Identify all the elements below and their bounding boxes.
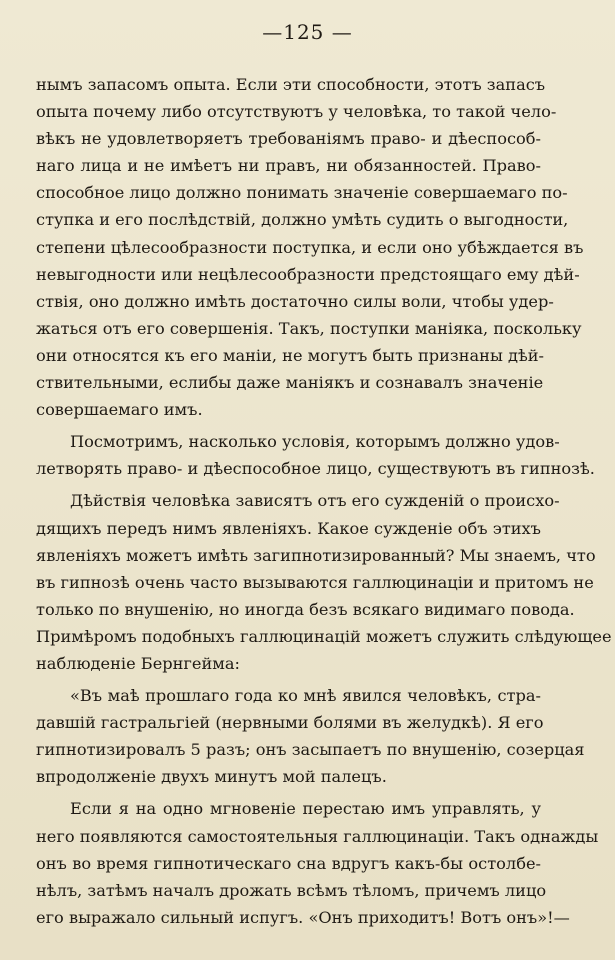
paragraph <box>36 682 585 790</box>
text-line: ступка и его послѣдствій, должно умѣть судить о выгодности, <box>36 210 569 230</box>
page-number: —125 — <box>262 20 353 44</box>
text-line: давшій гастральгіей (нервными болями въ желудкѣ). Я его <box>36 713 544 733</box>
text-line: только по внушенію, но иногда безъ всякаго видимаго повода. <box>36 599 575 619</box>
text-line: нѣлъ, затѣмъ началъ дрожать всѣмъ тѣломъ, причемъ лицо <box>36 880 547 900</box>
text-line: явленіяхъ можетъ имѣть загипнотизированный? Мы знаемъ, что <box>36 545 596 565</box>
text-line: летворять право- и дѣеспособное лицо, существуютъ въ гипнозѣ. <box>36 459 595 479</box>
paragraph <box>36 71 584 423</box>
body-text <box>36 71 612 931</box>
text-line: опыта почему либо отсутствуютъ у человѣка, то такой чело- <box>36 102 557 122</box>
text-line: ствительными, еслибы даже маніякъ и сознавалъ значеніе <box>36 373 544 393</box>
text-line: они относятся къ его маніи, не могутъ быть признаны дѣй- <box>36 345 544 365</box>
text-line: него появляются самостоятельныя галлюцинаціи. Такъ однажды <box>36 826 599 846</box>
text-line: «Въ маѣ прошлаго года ко мнѣ явился человѣкъ, стра- <box>70 686 541 706</box>
text-line: гипнотизировалъ 5 разъ; онъ засыпаетъ по внушенію, созерцая <box>36 740 585 760</box>
text-line: степени цѣлесообразности поступка, и если оно убѣждается въ <box>36 237 584 257</box>
text-line: Посмотримъ, насколько условія, которымъ должно удов- <box>70 432 560 452</box>
text-line: дящихъ передъ нимъ явленіяхъ. Какое сужденіе объ этихъ <box>36 518 541 538</box>
text-line: жаться отъ его совершенія. Такъ, поступки маніяка, поскольку <box>36 318 582 338</box>
text-line: способное лицо должно понимать значеніе совершаемаго по- <box>36 183 568 203</box>
paragraph <box>36 487 612 677</box>
text-line: въ гипнозѣ очень часто вызываются галлюцинаціи и притомъ не <box>36 572 594 592</box>
text-line: наго лица и не имѣетъ ни правъ, ни обязанностей. Право- <box>36 156 541 176</box>
text-line: наблюденіе Бернгейма: <box>36 653 240 673</box>
text-line: впродолженіе двухъ минутъ мой палецъ. <box>36 767 387 787</box>
paragraph <box>36 795 599 930</box>
text-line: невыгодности или нецѣлесообразности предстоящаго ему дѣй- <box>36 264 580 284</box>
text-line: совершаемаго имъ. <box>36 400 203 420</box>
text-line: онъ во время гипнотическаго сна вдругъ какъ-бы остолбе- <box>36 853 541 873</box>
text-line: нымъ запасомъ опыта. Если эти способности, этотъ запасъ <box>36 75 546 94</box>
text-line: Примѣромъ подобныхъ галлюцинацій можетъ служить слѣдующее <box>36 626 612 646</box>
text-line: Дѣйствія человѣка зависятъ отъ его сужденій о происхо- <box>70 491 560 511</box>
text-line: его выражало сильный испугъ. «Онъ приходитъ! Вотъ онъ»!— <box>36 907 570 927</box>
text-line: Если я на одно мгновеніе перестаю имъ управлять, у <box>70 799 541 819</box>
text-line: вѣкъ не удовлетворяетъ требованіямъ право- и дѣеспособ- <box>36 129 541 149</box>
paragraph <box>36 428 595 482</box>
text-line: ствія, оно должно имѣть достаточно силы воли, чтобы удер- <box>36 291 554 311</box>
